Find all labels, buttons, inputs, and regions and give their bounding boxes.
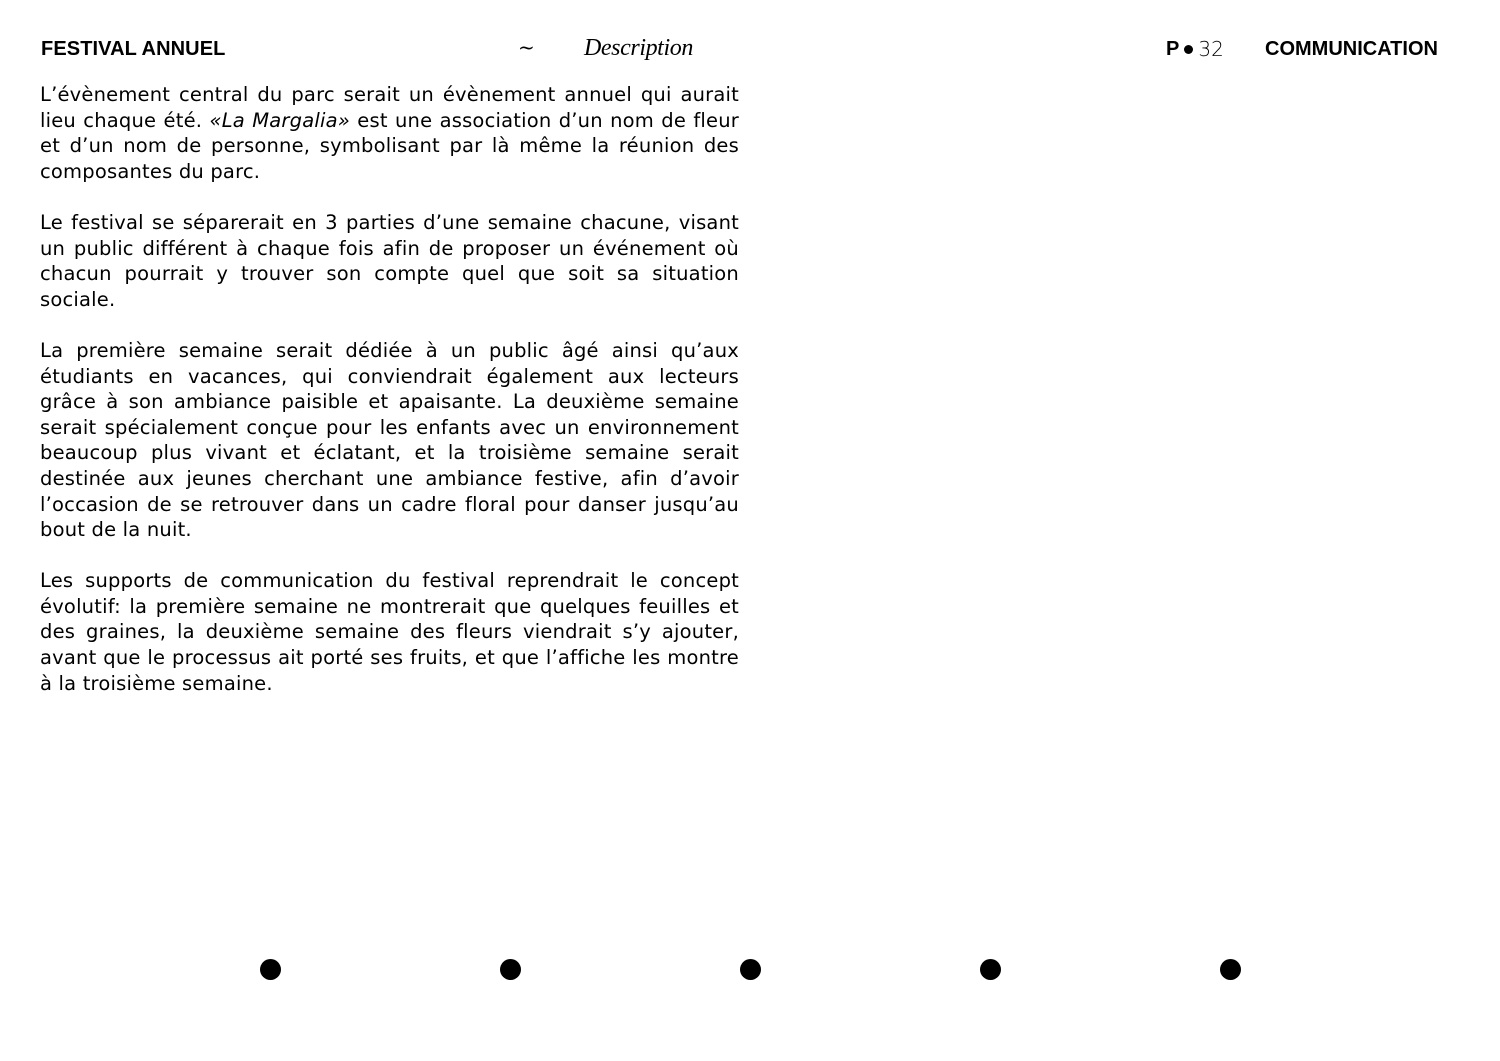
page-prefix: P <box>1166 38 1180 60</box>
dot-icon <box>260 959 281 980</box>
paragraph-1-end: est une association d’un nom de fleur et d’un nom de personne, symbolisant par là même la réunion des composantes du parc. <box>40 108 739 183</box>
festival-name: «La Margalia» <box>209 108 350 132</box>
paragraph-1 <box>40 82 739 184</box>
page-indicator <box>1166 36 1224 62</box>
chapter-title: COMMUNICATION <box>1265 38 1438 60</box>
dot-icon <box>980 959 1001 980</box>
header-separator: ~ <box>518 35 535 59</box>
page-dots <box>0 959 1500 981</box>
paragraph-4: Les supports de communication du festival reprendrait le concept évolutif: la première semaine ne montrerait que quelques feuilles et des graines, la deuxième semaine des fleurs viendrait s’y ajouter, avant que le processus ait porté ses fruits, et que l’affiche les montre à la troisième semaine. <box>40 569 739 695</box>
section-title: FESTIVAL ANNUEL <box>41 38 226 60</box>
paragraph-2: Le festival se séparerait en 3 parties d’une semaine chacune, visant un public différent à chaque fois afin de proposer un événement où chacun pourrait y trouver son compte quel que soit sa situation sociale. <box>40 210 739 311</box>
dot-icon <box>500 959 521 980</box>
page-number: 32 <box>1198 37 1224 61</box>
dot-icon <box>740 959 761 980</box>
section-subtitle: Description <box>584 35 693 61</box>
paragraph-3: La première semaine serait dédiée à un public âgé ainsi qu’aux étudiants en vacances, qui conviendrait également aux lecteurs grâce à son ambiance paisible et apaisante. La deuxième semaine serait spécialement conçue pour les enfants avec un environnement beaucoup plus vivant et éclatant, et la troisième semaine serait destinée aux jeunes cherchant une ambiance festive, afin d’avoir l’occasion de se retrouver dans un cadre floral pour danser jusqu’au bout de la nuit. <box>40 338 739 542</box>
dot-icon <box>1220 959 1241 980</box>
bullet-icon <box>1184 45 1193 54</box>
body-text <box>40 82 739 722</box>
paragraph-1-start: L’évènement central du parc serait un évènement annuel qui aurait lieu chaque été. <box>40 83 739 132</box>
